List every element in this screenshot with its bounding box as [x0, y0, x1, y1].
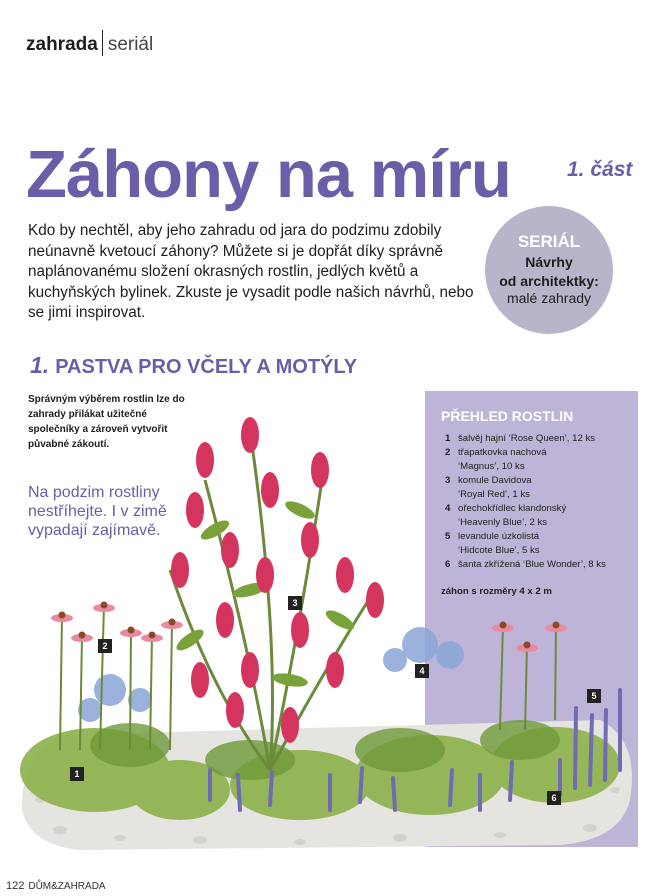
badge-line-2: od architektky: — [499, 273, 599, 289]
plant-number: 2 — [445, 447, 451, 458]
garden-bed-illustration — [0, 390, 660, 862]
plant-marker: 1 — [70, 767, 84, 781]
part-label: 1. část — [567, 158, 633, 181]
plant-number: 6 — [445, 559, 451, 570]
plant-marker: 5 — [587, 689, 601, 703]
page-footer — [6, 880, 106, 892]
intro-paragraph: Kdo by nechtěl, aby jeho zahradu od jara do podzimu zdobily neúnavně kvetoucí záhony? Můžete si je dopřát díky správně naplánovanému složení okrasných rostlin, jedlých květů a kuchyňských bylinek. Zkuste je vysadit podle našich návrhů, nebo se jimi inspirovat. — [28, 222, 474, 321]
section-heading — [30, 352, 357, 379]
plant-name: komule Davidova ‘Royal Red’, 1 ks — [458, 475, 532, 500]
plant-name: levandule úzkolistá ‘Hidcote Blue’, 5 ks — [458, 531, 540, 556]
tip-text: Na podzim rostliny nestříhejte. I v zimě vypadají zajímavě. — [28, 484, 167, 539]
lead-text: Správným výběrem rostlin lze do zahrady přilákat užitečné společníky a zároveň vytvořit půvabné zákoutí. — [28, 394, 185, 450]
plant-marker: 3 — [288, 596, 302, 610]
plant-number: 5 — [445, 531, 451, 542]
series-badge — [485, 206, 613, 334]
panel-title: PŘEHLED ROSTLIN — [441, 408, 574, 424]
plant-name: šalvěj hajní ‘Rose Queen’, 12 ks — [458, 433, 596, 444]
plant-name: třapatkovka nachová ‘Magnus’, 10 ks — [458, 447, 547, 472]
section-heading-number: 1. — [30, 352, 50, 378]
section-divider — [102, 30, 103, 56]
section-type: seriál — [107, 34, 154, 55]
badge-label: SERIÁL — [517, 232, 581, 251]
plant-name: šanta zkřížená ‘Blue Wonder’, 8 ks — [458, 559, 606, 570]
plant-marker: 4 — [415, 664, 429, 678]
magazine-name: DŮM&ZAHRADA — [28, 881, 106, 892]
plant-marker: 2 — [98, 639, 112, 653]
plant-number: 3 — [445, 475, 451, 486]
section-heading-text: PASTVA PRO VČELY A MOTÝLY — [55, 356, 358, 378]
plant-name: ořechokřídlec klandonský ‘Heavenly Blue’, 2 ks — [458, 503, 567, 528]
plant-number: 1 — [445, 433, 451, 444]
section-tag — [26, 30, 153, 56]
plot-size: záhon s rozměry 4 x 2 m — [441, 586, 552, 597]
section-name: zahrada — [26, 34, 98, 55]
badge-line-1: Návrhy — [525, 254, 573, 270]
page-number: 122 — [6, 880, 25, 892]
plant-number: 4 — [445, 503, 451, 514]
plant-marker: 6 — [547, 791, 561, 805]
badge-line-3: malé zahrady — [506, 290, 592, 306]
page-title: Záhony na míru — [26, 137, 511, 212]
